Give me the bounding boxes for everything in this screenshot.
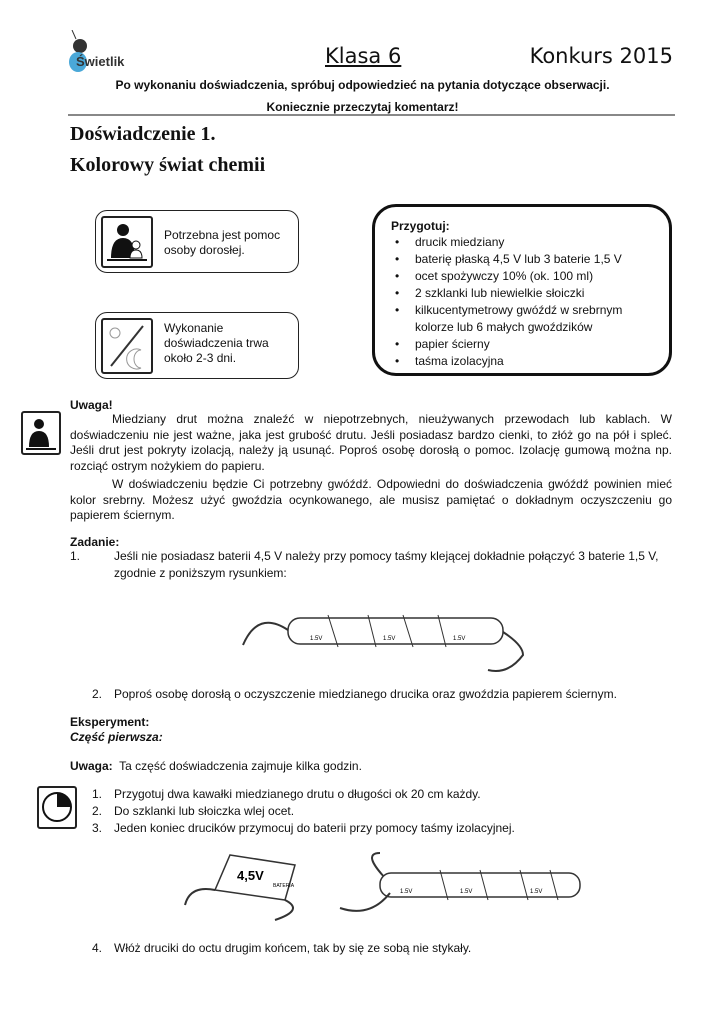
- experiment-name: Kolorowy świat chemii: [70, 154, 266, 176]
- list-item: • ocet spożywczy 10% (ok. 100 ml): [391, 268, 661, 285]
- list-item: • 2 szklanki lub niewielkie słoiczki: [391, 285, 661, 302]
- contest-label: Konkurs 2015: [529, 44, 673, 68]
- info-text: Potrzebna jest pomoc osoby dorosłej.: [164, 228, 281, 257]
- logo-text: Świetlik: [76, 54, 125, 69]
- item-text: Jeśli nie posiadasz baterii 4,5 V należy przy pomocy taśmy klejącej dokładnie połączyć 3 baterie 1,5 V, zgodnie z poniższym rysunkiem:: [114, 549, 659, 580]
- item-text: Włóż druciki do octu drugim końcem, tak by się ze sobą nie stykały.: [114, 941, 472, 955]
- item-text: Poproś osobę dorosłą o oczyszczenie miedzianego drucika oraz gwoździa papierem ściernym.: [114, 687, 617, 701]
- item-number: 2.: [92, 687, 103, 701]
- item-number: 1.: [70, 549, 81, 563]
- notice: Koniecznie przeczytaj komentarz!: [266, 100, 459, 114]
- info-text: Wykonanie doświadczenia trwa około 2-3 dni.: [164, 321, 269, 365]
- battery-label: 1.5V: [310, 636, 323, 642]
- item-text: Jeden koniec drucików przymocuj do baterii przy pomocy taśmy izolacyjnej.: [114, 821, 515, 835]
- battery-label: 1.5V: [400, 889, 413, 895]
- item-number: 3.: [92, 821, 103, 835]
- note-label: Uwaga:: [70, 759, 113, 773]
- item-number: 1.: [92, 787, 103, 801]
- list-item: • taśma izolacyjna: [391, 353, 661, 370]
- prepare-heading: Przygotuj:: [391, 219, 450, 233]
- task-item-2: [92, 686, 677, 703]
- item-number: 4.: [92, 941, 103, 955]
- experiment-heading: Eksperyment:: [70, 715, 150, 729]
- item-text: Do szklanki lub słoiczka wlej ocet.: [114, 804, 295, 818]
- adult-help-icon: [21, 411, 61, 455]
- task-heading: Zadanie:: [70, 535, 120, 549]
- adult-help-icon: [101, 216, 153, 268]
- logo: [64, 30, 134, 75]
- battery-label: 4,5V: [237, 868, 264, 883]
- info-box-adult-help: [95, 210, 299, 273]
- info-box-duration: [95, 312, 299, 379]
- experiment-title: Doświadczenie 1.: [70, 123, 216, 145]
- list-item: • baterię płaską 4,5 V lub 3 baterie 1,5 V: [391, 251, 661, 268]
- flat-battery-illustration: [175, 845, 310, 925]
- step-4: [92, 940, 471, 957]
- step-1: [92, 786, 481, 803]
- step-2: [92, 803, 294, 820]
- prepare-box: [372, 204, 672, 376]
- list-item: • papier ścierny: [391, 336, 661, 353]
- note-text: Ta część doświadczenia zajmuje kilka godzin.: [119, 759, 362, 773]
- day-night-icon: [101, 318, 153, 374]
- battery-label: 1.5V: [453, 636, 466, 642]
- battery-label: 1.5V: [383, 636, 396, 642]
- battery-label: BATERIA: [273, 883, 295, 889]
- experiment-note: [70, 759, 362, 773]
- list-item: • drucik miedziany: [391, 234, 661, 251]
- battery-label: 1.5V: [460, 889, 473, 895]
- step-3: [92, 820, 515, 837]
- task-item-1: [70, 548, 677, 582]
- class-label: Klasa 6: [325, 44, 402, 68]
- item-text: Przygotuj dwa kawałki miedzianego drutu o długości ok 20 cm każdy.: [114, 787, 481, 801]
- clock-icon: [37, 786, 77, 829]
- note-heading: Uwaga!: [70, 398, 113, 412]
- note-paragraph-2: W doświadczeniu będzie Ci potrzebny gwóźdź. Odpowiedni do doświadczenia gwóźdź powinien mieć kolor srebrny. Możesz użyć gwoździa ocynkowanego, ale musisz pamiętać o dokładnym oczyszczeniu go papierem ściernym.: [70, 477, 672, 522]
- battery-label: 1.5V: [530, 889, 543, 895]
- note-paragraph-1: Miedziany drut można znaleźć w niepotrzebnych, nieużywanych przewodach lub kablach. W doświadczeniu nie jest ważne, jaka jest grubość drutu. Jeśli posiadasz bardzo cienki, to złóż go na pół i spleć. Jeśli drut jest pokryty izolacją, należy ją usunąć. Poproś osobę dorosłą o pomoc. Izolację gumową można np. rozciąć ostrym nożykiem do papieru.: [70, 412, 672, 473]
- divider: [68, 114, 675, 116]
- instruction: Po wykonaniu doświadczenia, spróbuj odpowiedzieć na pytania dotyczące obserwacji.: [115, 78, 610, 92]
- three-batteries-illustration: [238, 600, 528, 680]
- prepare-list: [391, 234, 661, 370]
- item-number: 2.: [92, 804, 103, 818]
- three-batteries-illustration: [330, 848, 595, 928]
- list-item: • kilkucentymetrowy gwóźdź w srebrnym kolorze lub 6 małych gwoździków: [391, 302, 661, 336]
- experiment-part: Część pierwsza:: [70, 730, 163, 744]
